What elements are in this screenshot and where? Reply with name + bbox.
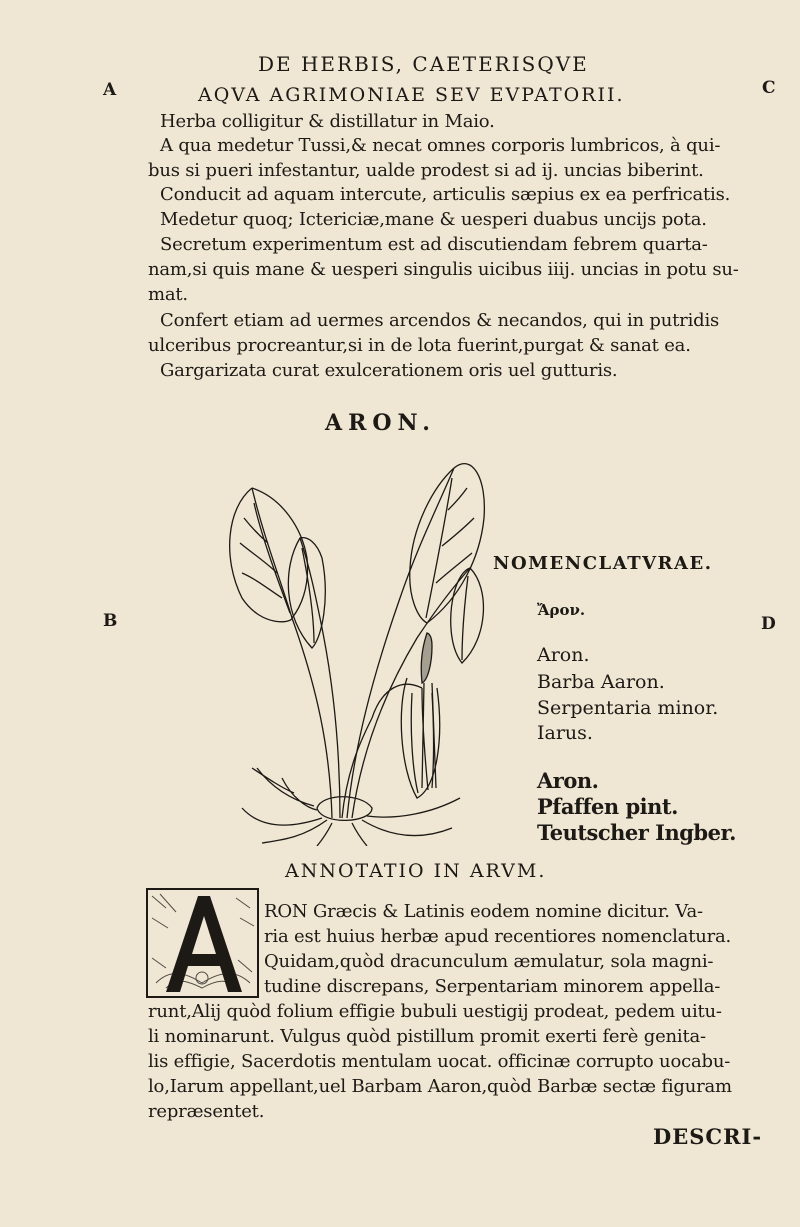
latin-synonym: Serpentaria minor. xyxy=(537,697,719,719)
german-name: Aron. xyxy=(537,768,599,793)
body-line: Conducit ad aquam intercute, articulis sæpius ex ea perfricatis. xyxy=(160,184,731,205)
latin-synonym: Iarus. xyxy=(537,722,593,744)
body-line: ulceribus procreantur,si in de lota fuerint,purgat & sanat ea. xyxy=(148,335,691,356)
body-line: mat. xyxy=(148,284,188,305)
section-title-aqua-agrimoniae: AQVA AGRIMONIAE SEV EVPATORII. xyxy=(198,84,625,106)
body-line: Quidam,quòd dracunculum æmulatur, sola magni- xyxy=(264,951,714,972)
margin-letter-c: C xyxy=(762,78,776,98)
body-line: runt,Alij quòd folium effigie bubuli uestigij prodeat, pedem uitu- xyxy=(148,1001,722,1022)
latin-synonym: Aron. xyxy=(537,644,590,666)
body-line: lis effigie, Sacerdotis mentulam uocat. officinæ corrupto uocabu- xyxy=(148,1051,731,1072)
body-line: Secretum experimentum est ad discutiendam febrem quarta- xyxy=(160,234,708,255)
margin-letter-b: B xyxy=(103,611,118,631)
body-line: RON Græcis & Latinis eodem nomine dicitur. Va- xyxy=(264,901,703,922)
body-line: Confert etiam ad uermes arcendos & necandos, qui in putridis xyxy=(160,310,720,331)
margin-letter-d: D xyxy=(761,614,776,634)
body-line: ria est huius herbæ apud recentiores nomenclatura. xyxy=(264,926,732,947)
german-name: Pfaffen pint. xyxy=(537,794,678,819)
body-line: tudine discrepans, Serpentariam minorem appella- xyxy=(264,976,721,997)
annotation-title: ANNOTATIO IN ARVM. xyxy=(285,860,547,882)
body-line: lo,Iarum appellant,uel Barbam Aaron,quòd Barbæ sectæ figuram xyxy=(148,1076,732,1097)
decorated-initial-a-icon xyxy=(146,888,259,998)
nomenclature-title: NOMENCLATVRAE. xyxy=(493,553,713,574)
running-head: DE HERBIS, CAETERISQVE xyxy=(258,52,589,76)
german-name: Teutscher Ingber. xyxy=(537,820,736,845)
greek-name: Ἄρον. xyxy=(537,601,586,619)
aron-plant-woodcut xyxy=(222,448,492,846)
margin-letter-a: A xyxy=(103,80,117,100)
body-line: Herba colligitur & distillatur in Maio. xyxy=(160,111,495,132)
body-line: A qua medetur Tussi,& necat omnes corporis lumbricos, à qui- xyxy=(160,135,721,156)
aron-title: ARON. xyxy=(325,410,436,436)
body-line: Medetur quoq; Ictericiæ,mane & uesperi duabus uncijs pota. xyxy=(160,209,707,230)
body-line: Gargarizata curat exulcerationem oris uel gutturis. xyxy=(160,360,618,381)
latin-synonym: Barba Aaron. xyxy=(537,671,665,693)
body-line: bus si pueri infestantur, ualde prodest si ad ij. uncias biberint. xyxy=(148,160,704,181)
catchword: DESCRI- xyxy=(653,1124,763,1149)
body-line: li nominarunt. Vulgus quòd pistillum promit exerti ferè genita- xyxy=(148,1026,706,1047)
body-line: nam,si quis mane & uesperi singulis uicibus iiij. uncias in potu su- xyxy=(148,259,739,280)
body-line: repræsentet. xyxy=(148,1101,265,1122)
